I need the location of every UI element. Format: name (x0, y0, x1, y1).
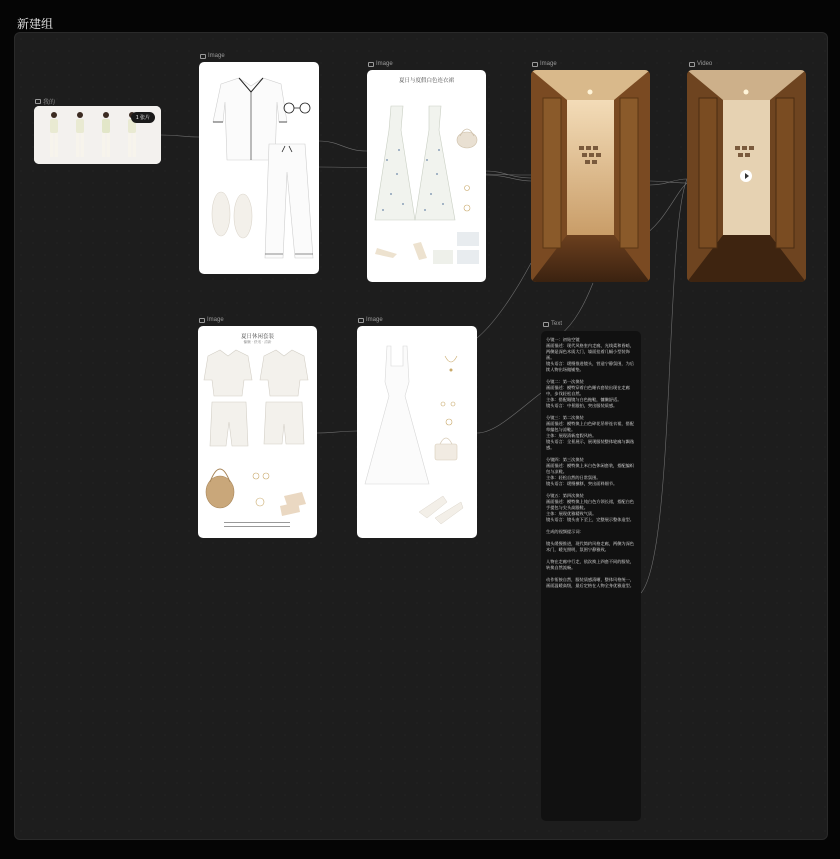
text-paragraph: 分镜四：第三次换装 画面描述：模特换上米白色休闲套装，搭配编织包与凉鞋。 主体：轻松自然的日常氛围。 镜头语言：缓慢横移，突出面料细节。 (546, 457, 634, 486)
set-node-label: Image (199, 317, 224, 323)
hall-image-node-label: Image (532, 61, 557, 67)
image-icon (200, 54, 206, 59)
source-node-label: 我的 (35, 97, 55, 106)
source-node-card[interactable] (34, 106, 161, 164)
floral-dress-illustration (367, 70, 486, 282)
text-paragraph: 镜头缓慢推进，现代简约风格走廊，两侧为深色木门，暖光照明，氛围宁静雅致。 (546, 541, 634, 552)
text-paragraph: 分镜三：第二次换装 画面描述：模特换上白色碎花吊带连衣裙，搭配草编包与凉鞋。 主体：展现清新度假风格。 镜头语言：全景展示，展现服装整体轮廓与飘逸感。 (546, 415, 634, 450)
set-card-subtitle: 慵懒 · 舒适 · 清新 (243, 340, 272, 344)
set-card-title: 夏日休闲套装 (240, 334, 274, 340)
video-node-card[interactable] (687, 70, 806, 282)
image-icon (368, 62, 374, 67)
floral-image-card[interactable] (367, 70, 486, 282)
casual-set-image-card[interactable] (198, 326, 317, 538)
text-paragraph: 人物在走廊中行走，依次换上四套不同的服装，转换自然流畅。 (546, 559, 634, 570)
wire-hall-to-video-2 (650, 179, 687, 185)
wire-source-to-pajama (161, 135, 199, 137)
text-node-label: Text (543, 321, 562, 327)
pajama-image-card[interactable] (199, 62, 319, 274)
wire-whitedress-to-text (477, 393, 541, 433)
text-paragraph: 分镜五：第四次换装 画面描述：模特换上纯白色方领长裙，搭配白色手提包与尖头高跟鞋。 主体：展现优雅精致气质。 镜头语言：镜头由下至上，完整展示整体造型。 (546, 493, 634, 522)
pajama-set-illustration (199, 62, 319, 274)
casual-set-illustration (198, 326, 317, 538)
image-icon (358, 318, 364, 323)
text-icon (543, 322, 549, 327)
group-title: 新建组 (17, 17, 54, 31)
image-count-badge: 1 张片 (131, 112, 155, 123)
wire-floral-to-hall-2 (486, 175, 531, 181)
text-paragraph: 动作衔接自然，服装质感清晰，整体风格统一，画面温暖高级，最后定格在人物全身优雅造型。 (546, 577, 634, 588)
video-icon (689, 62, 695, 67)
image-icon (532, 62, 538, 67)
wire-pajama-to-floral (319, 141, 367, 151)
image-icon (199, 318, 205, 323)
wire-text-to-hall (560, 283, 593, 335)
wire-set-to-whitedress (317, 431, 357, 433)
pajama-node-label: Image (200, 53, 225, 59)
image-icon (35, 99, 41, 104)
text-paragraph: 分镜一：初始空镜 画面描述：现代风格室内走廊，光线柔和昏暗，两侧是深色木质大门，墙面挂着几幅小型装饰画。 镜头语言：缓慢推进镜头，营造宁静氛围，为后续人物出场做铺垫。 (546, 337, 634, 372)
white-dress-illustration (357, 326, 477, 538)
play-button[interactable] (740, 170, 752, 182)
text-paragraph: 生成的视频提示词： (546, 529, 584, 534)
hallway-image-card[interactable] (531, 70, 650, 282)
white-dress-node-label: Image (358, 317, 383, 323)
white-dress-image-card[interactable] (357, 326, 477, 538)
text-node-card[interactable] (541, 331, 641, 821)
workflow-canvas[interactable] (14, 32, 828, 840)
floral-node-label: Image (368, 61, 393, 67)
hallway-scene (531, 70, 650, 282)
video-node-label: Video (689, 61, 712, 67)
text-paragraph: 分镜二：第一次换装 画面描述：模特穿着白色睡衣套装出现在走廊中，步伐轻松自然。 主体：搭配眼镜与白色拖鞋，慵懒舒适。 镜头语言：中景跟拍，突出服装质感。 (546, 379, 630, 408)
floral-card-title: 夏日与度假白色连衣裙 (398, 78, 454, 84)
wire-floral-to-hall (486, 171, 531, 178)
